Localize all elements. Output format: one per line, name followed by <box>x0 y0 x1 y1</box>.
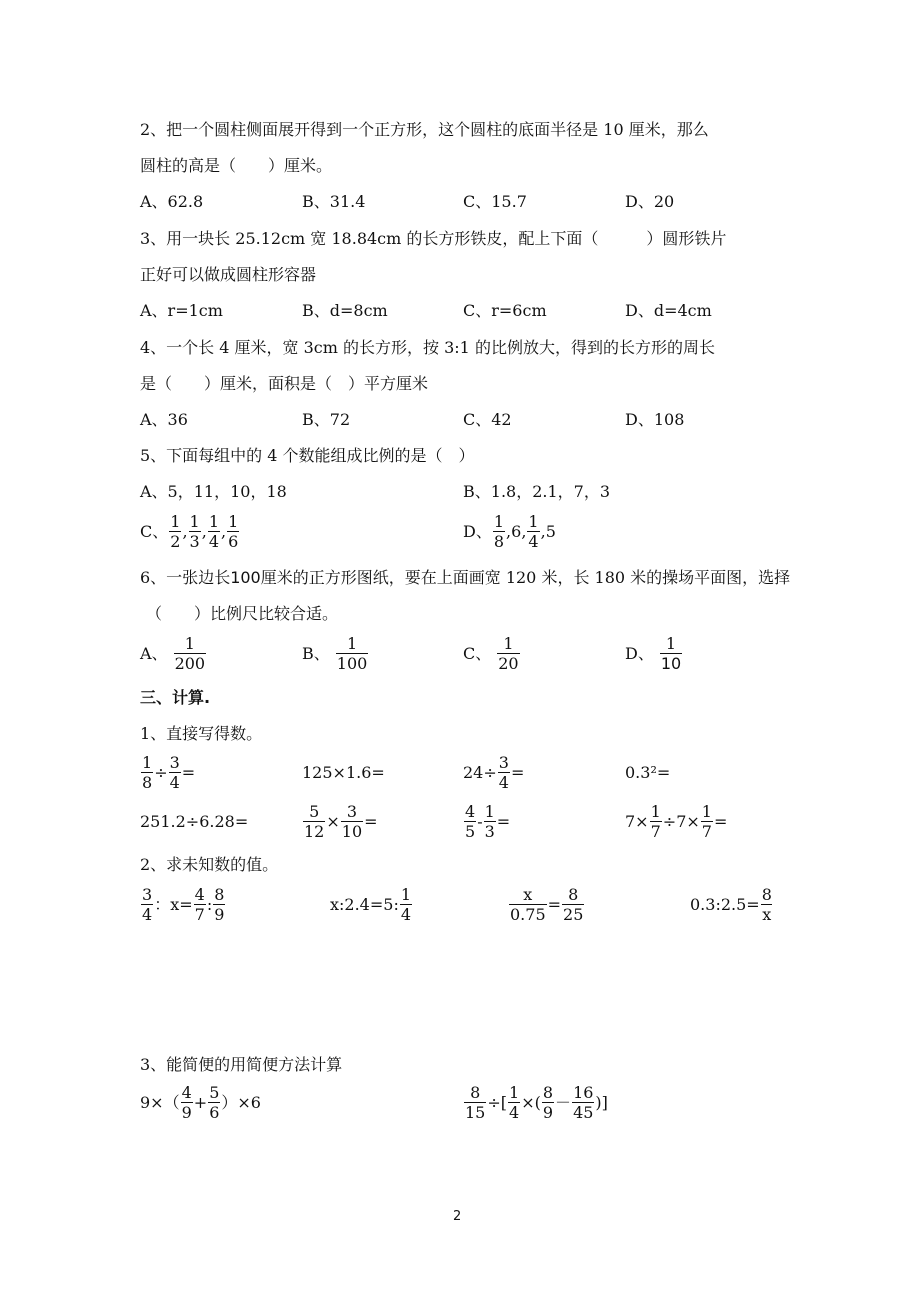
fraction: $\frac{4}{7}$ <box>194 885 205 924</box>
fraction: $\frac{1}{7}$ <box>701 802 712 841</box>
fraction: $\frac{1}{4}$ <box>509 1083 520 1122</box>
calc3-expr-2: $\frac{8}{15}$ ÷[ $\frac{1}{4}$ ×( $\frac{8}{9}$ － $\frac{16}{45}$ )] <box>465 1083 608 1122</box>
fraction: $\frac{8}{9}$ <box>542 1083 554 1122</box>
q5-option-c-label: C、 <box>140 521 169 541</box>
q4-option-c: C、42 <box>463 410 512 429</box>
fraction: $\frac{3}{4}$ <box>498 753 509 792</box>
calc2-expr-2: x:2.4=5: $\frac{1}{4}$ <box>330 885 412 924</box>
fraction: $\frac{1}{6}$ <box>228 512 239 551</box>
q5-line1: 5、下面每组中的 4 个数能组成比例的是（ ） <box>140 446 475 465</box>
q5-option-d: D、 $\frac{1}{8}$ ,6, $\frac{1}{4}$ ,5 <box>463 512 556 551</box>
fraction: $\frac{1}{10}$ <box>660 634 682 673</box>
calc1-expr-8: 7× $\frac{1}{7}$ ÷7× $\frac{1}{7}$ = <box>625 802 728 841</box>
q3-option-b: B、d=8cm <box>302 301 388 320</box>
q5-option-d-label: D、 <box>463 521 492 541</box>
fraction: $\frac{16}{45}$ <box>573 1083 594 1122</box>
q4-line1: 4、一个长 4 厘米，宽 3cm 的长方形，按 3:1 的比例放大，得到的长方形的周长 <box>140 338 715 357</box>
fraction: $\frac{1}{7}$ <box>650 802 661 841</box>
calc1-expr-4: 0.3²= <box>625 763 671 782</box>
calc2-expr-1: $\frac{3}{4}$ ：x= $\frac{4}{7}$ : $\frac{8}{9}$ <box>142 885 225 924</box>
fraction: $\frac{1}{4}$ <box>208 512 219 551</box>
fraction: $\frac{3}{4}$ <box>142 885 153 924</box>
section-title: 三、计算. <box>140 688 211 707</box>
fraction: $\frac{1}{100}$ <box>336 634 368 673</box>
q6-option-c: C、 $\frac{1}{20}$ <box>463 634 519 673</box>
calc1-heading: 1、直接写得数。 <box>140 724 263 743</box>
fraction: $\frac{8}{15}$ <box>465 1083 486 1122</box>
q4-option-a: A、36 <box>140 410 188 429</box>
fraction: $\frac{1}{3}$ <box>189 512 200 551</box>
calc2-expr-4: 0.3:2.5= $\frac{8}{x}$ <box>690 885 772 924</box>
fraction: $\frac{1}{200}$ <box>174 634 206 673</box>
q5-option-c: C、 $\frac{1}{2}$ , $\frac{1}{3}$ , $\frac{1}{4}$ , $\frac{1}{6}$ <box>140 512 239 551</box>
q4-line2: 是（ ）厘米，面积是（ ）平方厘米 <box>140 374 429 393</box>
q4-option-b: B、72 <box>302 410 351 429</box>
q4-option-d: D、108 <box>625 410 685 429</box>
fraction: $\frac{5}{6}$ <box>209 1083 220 1122</box>
fraction: $\frac{1}{4}$ <box>528 512 539 551</box>
q6-option-a: A、 $\frac{1}{200}$ <box>140 634 206 673</box>
q2-line1: 2、把一个圆柱侧面展开得到一个正方形，这个圆柱的底面半径是 10 厘米，那么 <box>140 120 709 139</box>
fraction: $\frac{4}{5}$ <box>465 802 476 841</box>
calc3-heading: 3、能简便的用简便方法计算 <box>140 1055 343 1074</box>
q3-option-d: D、d=4cm <box>625 301 712 320</box>
calc1-expr-5: 251.2÷6.28= <box>140 812 249 831</box>
q6-option-b: B、 $\frac{1}{100}$ <box>302 634 368 673</box>
fraction: $\frac{1}{3}$ <box>484 802 495 841</box>
fraction: $\frac{8}{9}$ <box>214 885 225 924</box>
fraction: $\frac{8}{25}$ <box>563 885 584 924</box>
q3-option-a: A、r=1cm <box>140 301 223 320</box>
fraction: $\frac{1}{20}$ <box>498 634 519 673</box>
q6-line1: 6、一张边长100厘米的正方形图纸，要在上面画宽 120 米，长 180 米的操场平面图，选择 <box>140 568 791 587</box>
q2-line2: 圆柱的高是（ ）厘米。 <box>140 156 333 175</box>
q2-option-a: A、62.8 <box>140 192 204 211</box>
fraction: $\frac{3}{10}$ <box>341 802 363 841</box>
q6-option-d: D、 $\frac{1}{10}$ <box>625 634 682 673</box>
q5-option-b: B、1.8，2.1，7，3 <box>463 482 611 501</box>
calc1-expr-1: $\frac{1}{8}$ ÷ $\frac{3}{4}$ = <box>142 753 196 792</box>
calc1-expr-7: $\frac{4}{5}$ - $\frac{1}{3}$ = <box>465 802 511 841</box>
page-number: 2 <box>453 1209 462 1224</box>
fraction: $\frac{1}{8}$ <box>493 512 505 551</box>
q5-option-a: A、5，11，10，18 <box>140 482 287 501</box>
fraction: $\frac{1}{2}$ <box>170 512 181 551</box>
q3-option-c: C、r=6cm <box>463 301 547 320</box>
fraction: $\frac{1}{4}$ <box>400 885 412 924</box>
fraction: $\frac{5}{12}$ <box>304 802 325 841</box>
calc1-expr-3: 24÷ $\frac{3}{4}$ = <box>463 753 525 792</box>
fraction: $\frac{4}{9}$ <box>181 1083 192 1122</box>
fraction: $\frac{8}{x}$ <box>761 885 772 924</box>
q6-line2: （ ）比例尺比较合适。 <box>146 604 339 623</box>
q3-line2: 正好可以做成圆柱形容器 <box>140 265 317 284</box>
fraction: $\frac{1}{8}$ <box>142 753 153 792</box>
calc2-heading: 2、求未知数的值。 <box>140 855 279 874</box>
calc3-expr-1: 9×（ $\frac{4}{9}$ + $\frac{5}{6}$ ）×6 <box>140 1083 261 1122</box>
q2-option-d: D、20 <box>625 192 675 211</box>
calc1-expr-6: $\frac{5}{12}$ × $\frac{3}{10}$ = <box>304 802 378 841</box>
fraction: $\frac{3}{4}$ <box>169 753 180 792</box>
calc2-expr-3: $\frac{x}{0.75}$ = $\frac{8}{25}$ <box>510 885 584 924</box>
q2-option-b: B、31.4 <box>302 192 366 211</box>
fraction: $\frac{x}{0.75}$ <box>510 885 546 924</box>
calc1-expr-2: 125×1.6= <box>302 763 385 782</box>
q3-line1: 3、用一块长 25.12cm 宽 18.84cm 的长方形铁皮，配上下面（ ）圆形铁片 <box>140 229 727 248</box>
q2-option-c: C、15.7 <box>463 192 527 211</box>
